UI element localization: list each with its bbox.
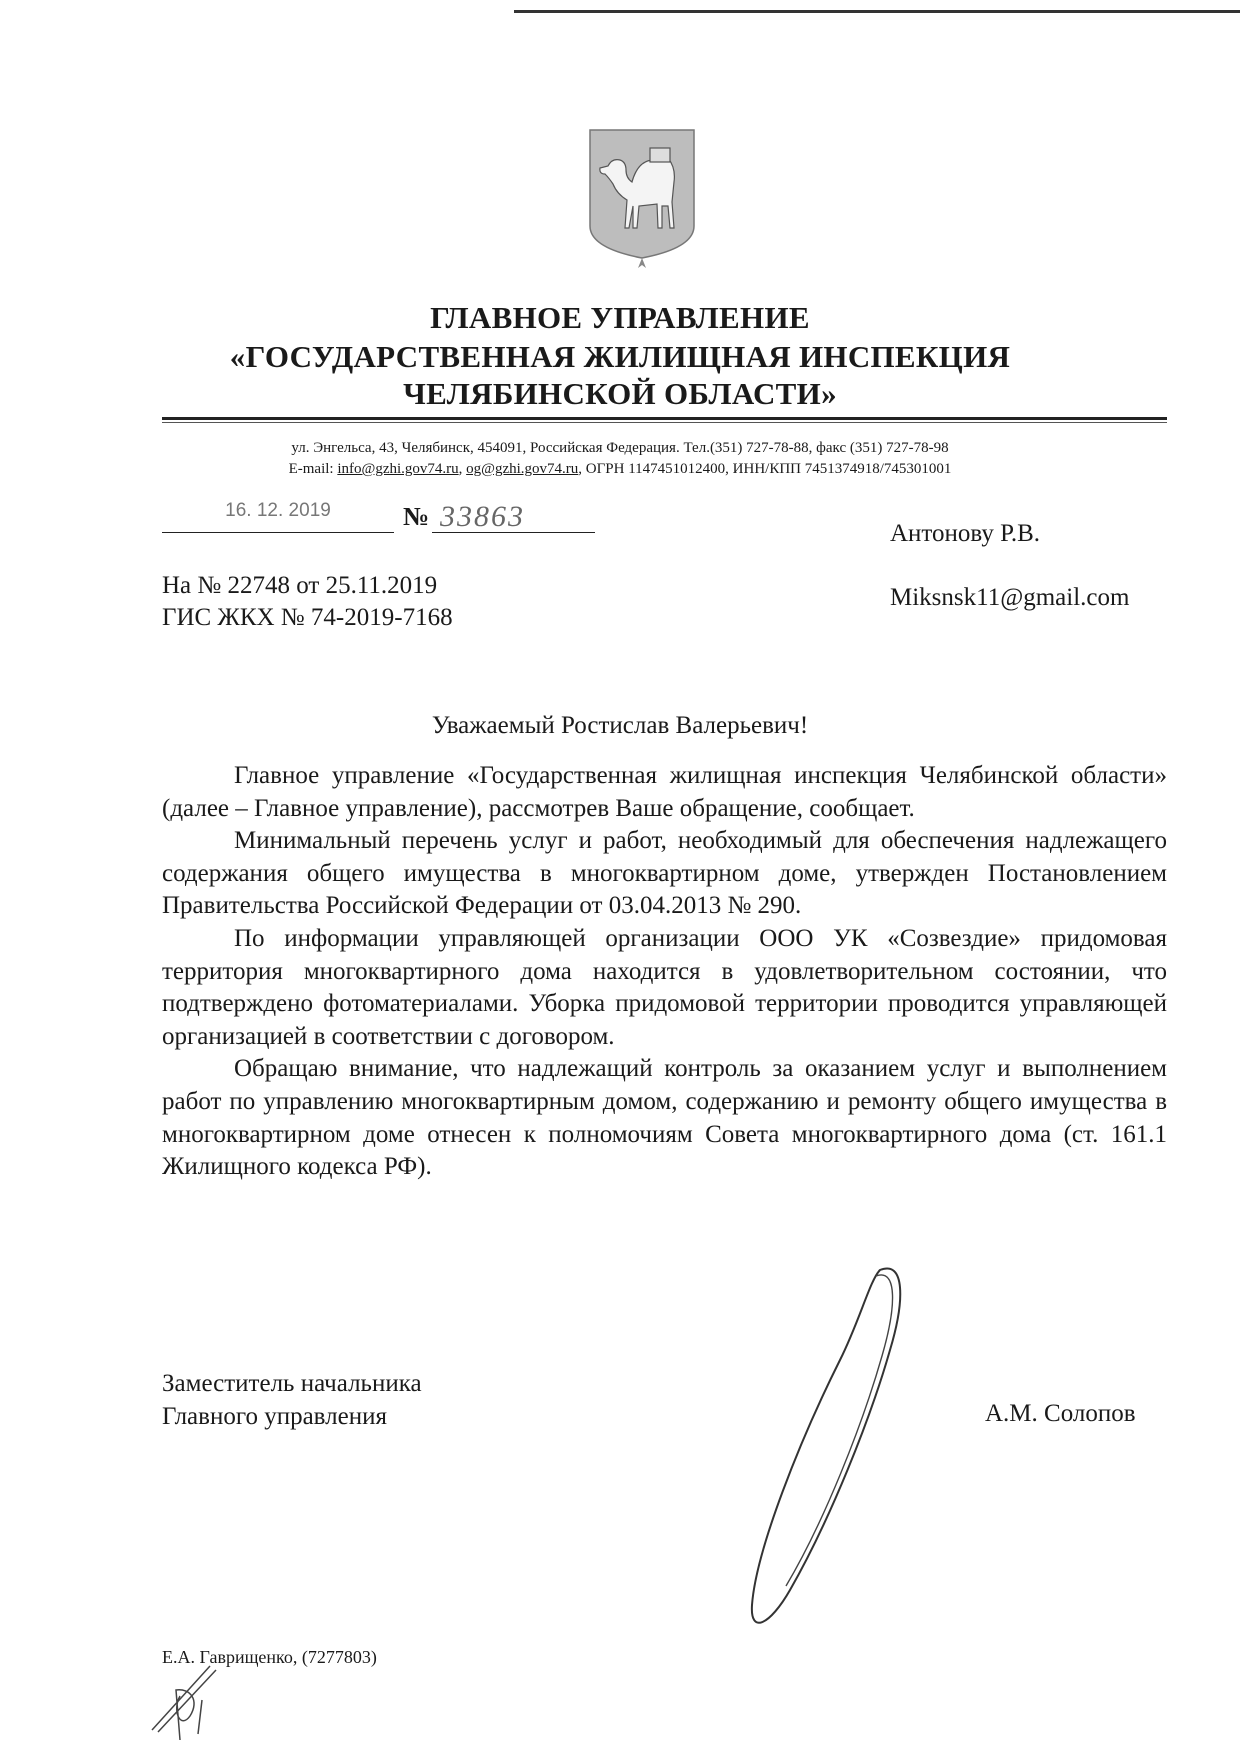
letter-body — [162, 760, 1167, 1184]
contacts-line: E-mail: info@gzhi.gov74.ru, og@gzhi.gov74.ru, ОГРН 1147451012400, ИНН/КПП 7451374918/745301001 — [288, 461, 952, 477]
reference-number: На № 22748 от 25.11.2019 — [162, 572, 438, 599]
header-rule-thin — [162, 422, 1167, 423]
number-label: № — [403, 502, 430, 531]
header-rule — [162, 417, 1167, 420]
org-title-line-2: «ГОСУДАРСТВЕННАЯ ЖИЛИЩНАЯ ИНСПЕКЦИЯ — [229, 339, 1011, 374]
coat-of-arms-emblem — [586, 126, 698, 271]
body-paragraph: По информации управляющей организации ООО УК «Созвездие» придомовая территория многоквартирного дома находится в удовлетворительном состоянии, что подтверждено фотоматериалами. Уборка придомовой территории проводится управляющей организацией в соответствии с договором. — [162, 924, 1167, 1050]
gis-zhkh-number: ГИС ЖКХ № 74-2019-7168 — [162, 604, 453, 631]
address-line: ул. Энгельса, 43, Челябинск, 454091, Российская Федерация. Тел.(351) 727-78-88, факс (351) 727-78-98 — [291, 440, 949, 456]
scan-top-edge-line — [514, 10, 1240, 13]
email-label: E-mail: — [288, 461, 338, 477]
executor-initials-signature — [150, 1660, 230, 1745]
recipient-email: Miksnsk11@gmail.com — [890, 584, 1130, 611]
body-paragraph: Главное управление «Государственная жилищная инспекция Челябинской области» (далее – Главное управление), рассмотрев Ваше обращение, сообщает. — [162, 762, 1167, 822]
email-link-info[interactable]: info@gzhi.gov74.ru — [337, 461, 459, 477]
handwritten-signature — [730, 1260, 910, 1645]
recipient-name: Антонову Р.В. — [890, 520, 1041, 547]
registration-date: 16. 12. 2019 — [162, 500, 394, 533]
registration-number: 33863 — [432, 500, 595, 533]
body-paragraph: Минимальный перечень услуг и работ, необходимый для обеспечения надлежащего содержания общего имущества в многоквартирном доме, утвержден Постановлением Правительства Российской Федерации от 03.04.2013 № 290. — [162, 827, 1167, 920]
requisites: , ОГРН 1147451012400, ИНН/КПП 7451374918/745301001 — [578, 461, 952, 477]
greeting: Уважаемый Ростислав Валерьевич! — [431, 712, 809, 739]
org-title-line-3: ЧЕЛЯБИНСКОЙ ОБЛАСТИ» — [403, 376, 837, 411]
org-title-line-1: ГЛАВНОЕ УПРАВЛЕНИЕ — [430, 300, 810, 335]
email-link-og[interactable]: og@gzhi.gov74.ru — [466, 461, 579, 477]
signer-position-line-1: Заместитель начальника — [162, 1370, 422, 1397]
executor-info: Е.А. Гаврищенко, (7277803) — [162, 1647, 377, 1667]
signer-position-line-2: Главного управления — [162, 1403, 387, 1430]
body-paragraph: Обращаю внимание, что надлежащий контроль за оказанием услуг и выполнением работ по управлению многоквартирным домом, содержанию и ремонту общего имущества в многоквартирном доме отнесен к полномочиям Совета многоквартирного дома (ст. 161.1 Жилищного кодекса РФ). — [162, 1055, 1167, 1181]
signer-name: А.М. Солопов — [985, 1400, 1136, 1427]
